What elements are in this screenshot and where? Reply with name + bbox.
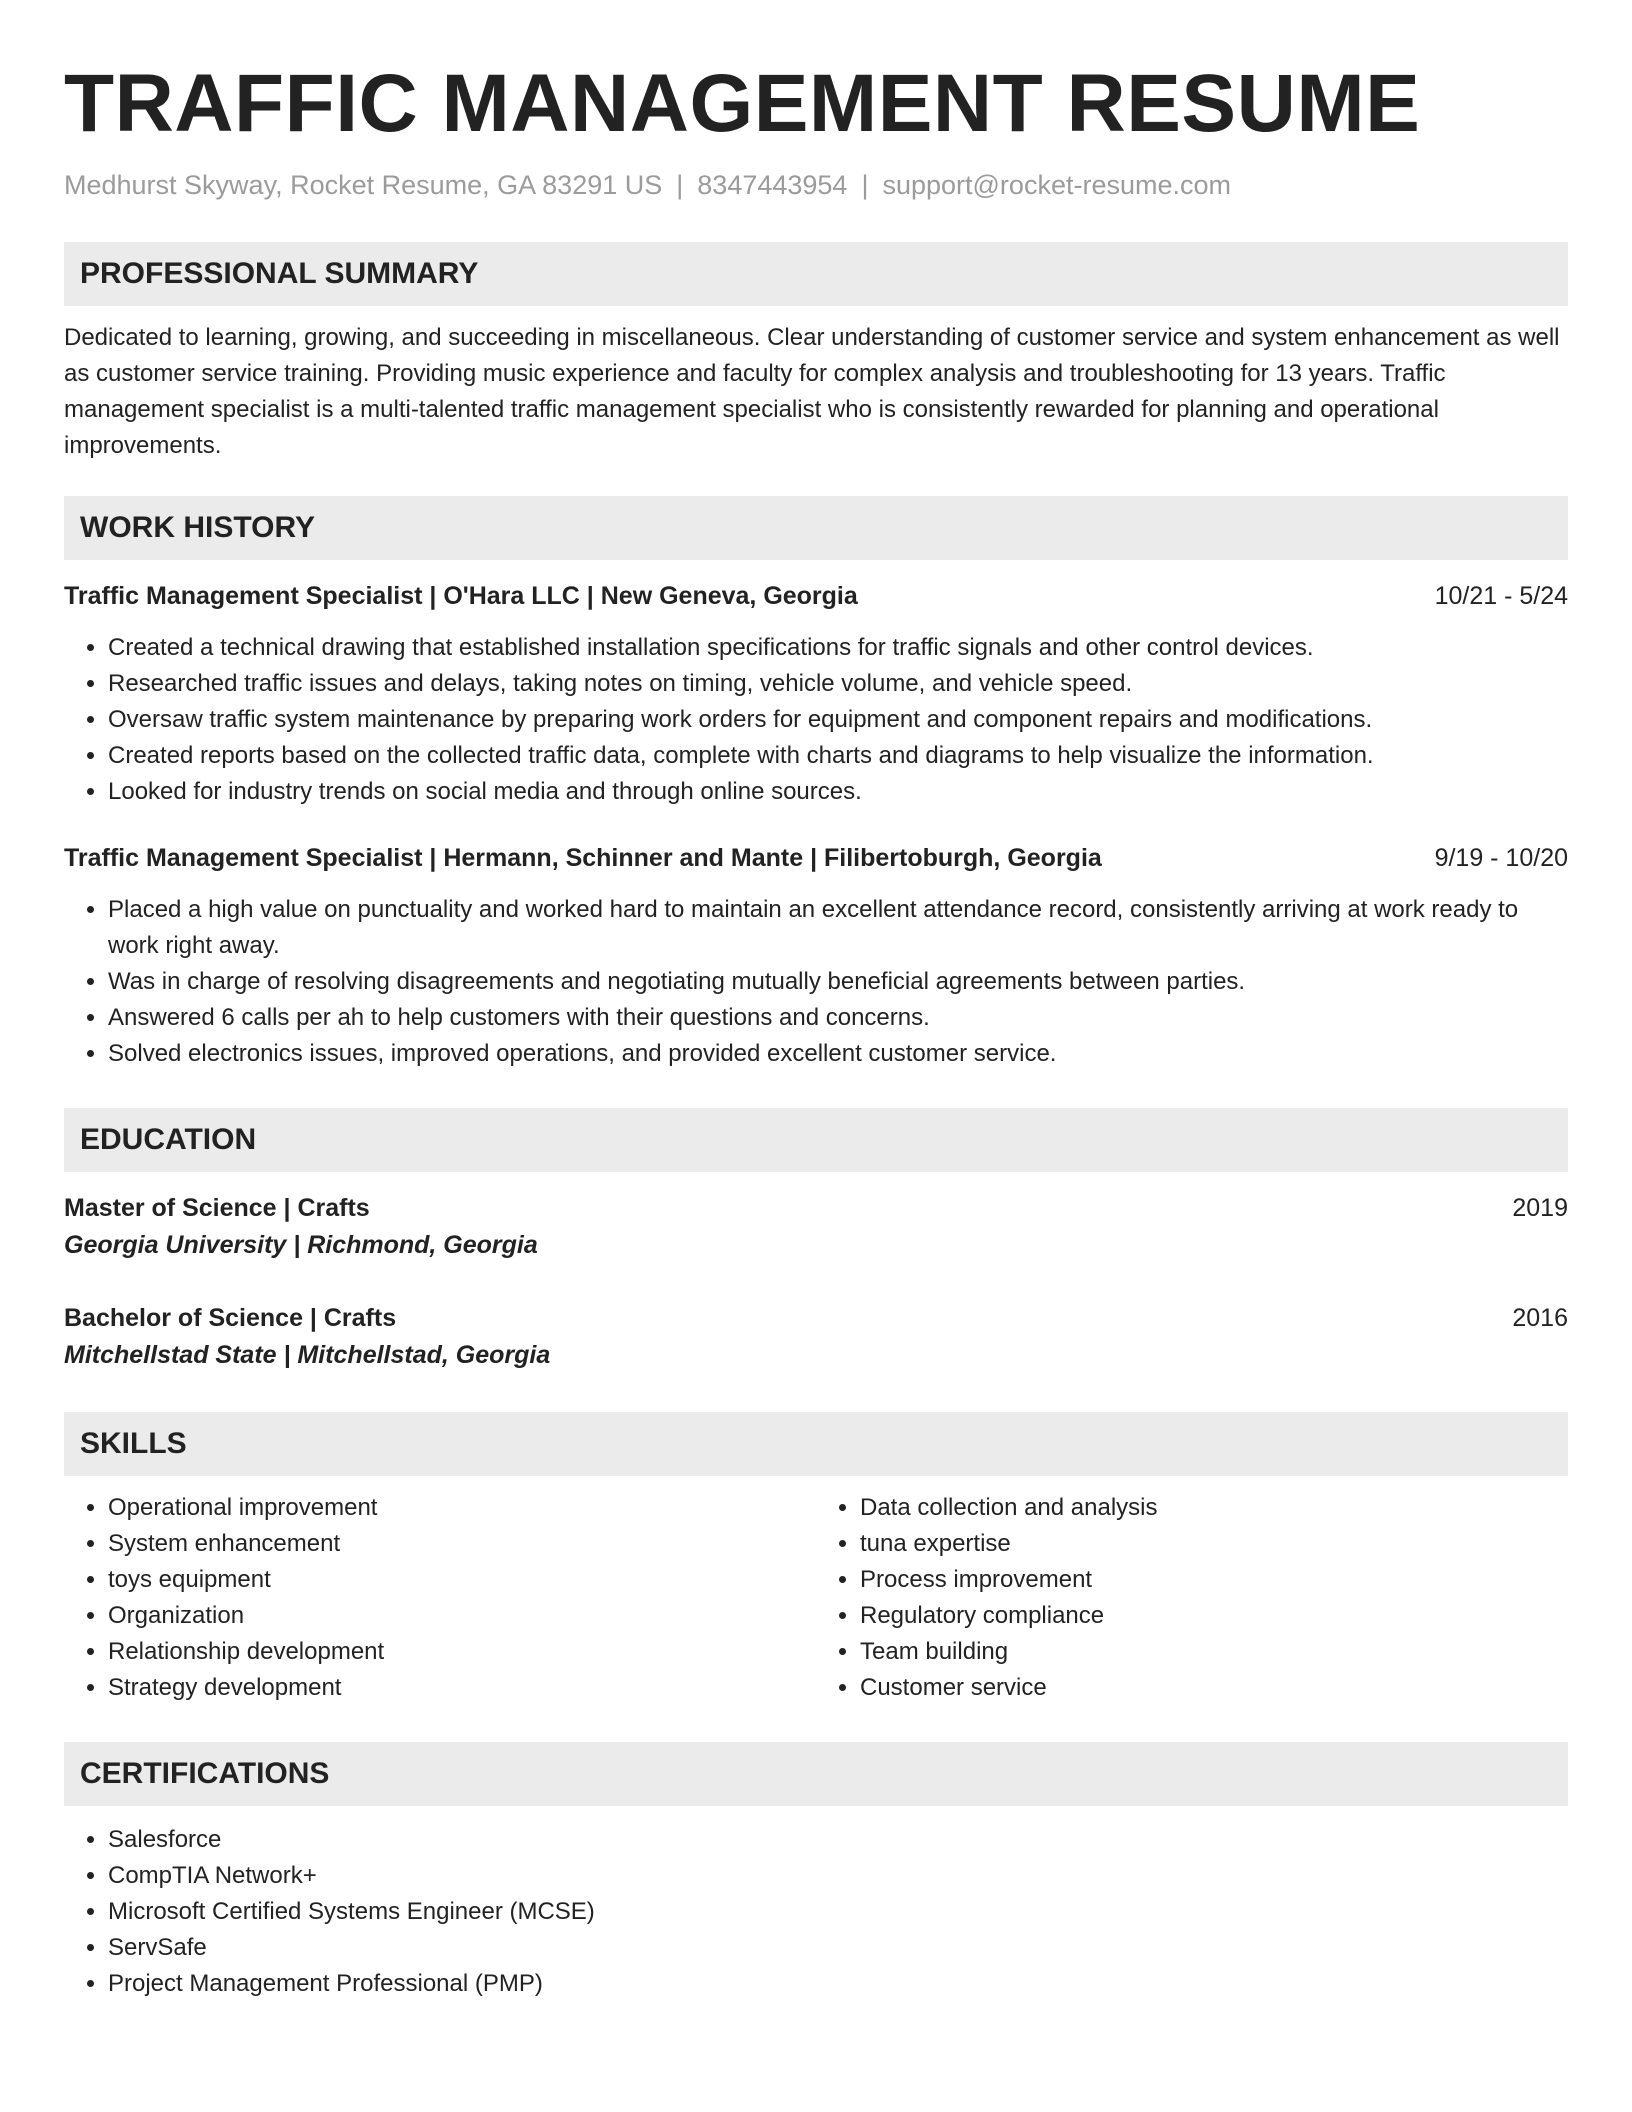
education-school: Georgia University | Richmond, Georgia: [64, 1231, 538, 1259]
list-item: • Microsoft Certified Systems Engineer (MCSE): [108, 1894, 1568, 1930]
list-item: • Placed a high value on punctuality and worked hard to maintain an excellent attendance record, consistently arriving at work ready to work right away.: [108, 892, 1568, 964]
list-item: • Team building: [860, 1634, 1568, 1670]
contact-address: Medhurst Skyway, Rocket Resume, GA 83291 US: [64, 170, 663, 200]
list-item: • Answered 6 calls per ah to help customers with their questions and concerns.: [108, 1000, 1568, 1036]
certifications-list: [64, 1822, 1568, 2002]
list-item: • System enhancement: [108, 1526, 816, 1562]
list-item: • Oversaw traffic system maintenance by preparing work orders for equipment and component repairs and modifications.: [108, 702, 1568, 738]
list-item: • Data collection and analysis: [860, 1490, 1568, 1526]
skills-heading: SKILLS: [64, 1412, 1568, 1476]
skills-list-left: [64, 1490, 816, 1706]
education-entry: [64, 1190, 1568, 1264]
education-header: [64, 1300, 1568, 1336]
contact-separator: |: [676, 170, 684, 200]
list-item: • Process improvement: [860, 1562, 1568, 1598]
skills-list-right: [816, 1490, 1568, 1706]
list-item: • Operational improvement: [108, 1490, 816, 1526]
education-heading: EDUCATION: [64, 1108, 1568, 1172]
work-heading: WORK HISTORY: [64, 496, 1568, 560]
list-item: • tuna expertise: [860, 1526, 1568, 1562]
education-year: 2016: [1512, 1304, 1568, 1332]
skills-columns: [64, 1490, 1568, 1706]
list-item: • Solved electronics issues, improved operations, and provided excellent customer service.: [108, 1036, 1568, 1072]
resume-title: TRAFFIC MANAGEMENT RESUME: [64, 58, 1421, 149]
job-bullets: [64, 892, 1568, 1072]
list-item: • Created a technical drawing that established installation specifications for traffic signals and other control devices.: [108, 630, 1568, 666]
education-header: [64, 1190, 1568, 1226]
job-header: [64, 840, 1568, 876]
list-item: • Customer service: [860, 1670, 1568, 1706]
job-dates: 9/19 - 10/20: [1434, 844, 1568, 872]
job-bullets: [64, 630, 1568, 810]
resume-page: [64, 54, 1568, 2002]
job-dates: 10/21 - 5/24: [1434, 582, 1568, 610]
list-item: • toys equipment: [108, 1562, 816, 1598]
job-title: Traffic Management Specialist | Hermann, Schinner and Mante | Filibertoburgh, Georgia: [64, 844, 1102, 872]
contact-separator: |: [861, 170, 869, 200]
summary-text: Dedicated to learning, growing, and succeeding in miscellaneous. Clear understanding of customer service and system enhancement as well as customer service training. Providing music experience and faculty for complex analysis and troubleshooting for 13 years. Traffic management specialist is a multi-talented traffic management specialist who is consistently rewarded for planning and operational improvements.: [64, 324, 1560, 459]
education-degree: Bachelor of Science | Crafts: [64, 1304, 397, 1332]
contact-line: [64, 168, 1568, 202]
list-item: • ServSafe: [108, 1930, 1568, 1966]
job-title: Traffic Management Specialist | O'Hara LLC | New Geneva, Georgia: [64, 582, 858, 610]
education-degree: Master of Science | Crafts: [64, 1194, 370, 1222]
work-section: [64, 496, 1568, 1072]
job-entry: [64, 578, 1568, 810]
job-header: [64, 578, 1568, 614]
contact-phone: 8347443954: [697, 170, 848, 200]
education-entry: [64, 1300, 1568, 1374]
list-item: • Researched traffic issues and delays, taking notes on timing, vehicle volume, and vehicle speed.: [108, 666, 1568, 702]
summary-heading: PROFESSIONAL SUMMARY: [64, 242, 1568, 306]
list-item: • Project Management Professional (PMP): [108, 1966, 1568, 2002]
list-item: • Created reports based on the collected traffic data, complete with charts and diagrams to help visualize the information.: [108, 738, 1568, 774]
education-section: [64, 1108, 1568, 1374]
certifications-heading: CERTIFICATIONS: [64, 1742, 1568, 1806]
list-item: • Was in charge of resolving disagreements and negotiating mutually beneficial agreements between parties.: [108, 964, 1568, 1000]
list-item: • CompTIA Network+: [108, 1858, 1568, 1894]
list-item: • Regulatory compliance: [860, 1598, 1568, 1634]
job-entry: [64, 840, 1568, 1072]
summary-section: [64, 242, 1568, 464]
contact-email: support@rocket-resume.com: [882, 170, 1231, 200]
list-item: • Relationship development: [108, 1634, 816, 1670]
skills-section: [64, 1412, 1568, 1706]
education-school: Mitchellstad State | Mitchellstad, Georgia: [64, 1341, 551, 1369]
list-item: • Strategy development: [108, 1670, 816, 1706]
education-year: 2019: [1512, 1194, 1568, 1222]
list-item: • Organization: [108, 1598, 816, 1634]
certifications-section: [64, 1742, 1568, 2002]
list-item: • Looked for industry trends on social media and through online sources.: [108, 774, 1568, 810]
list-item: • Salesforce: [108, 1822, 1568, 1858]
